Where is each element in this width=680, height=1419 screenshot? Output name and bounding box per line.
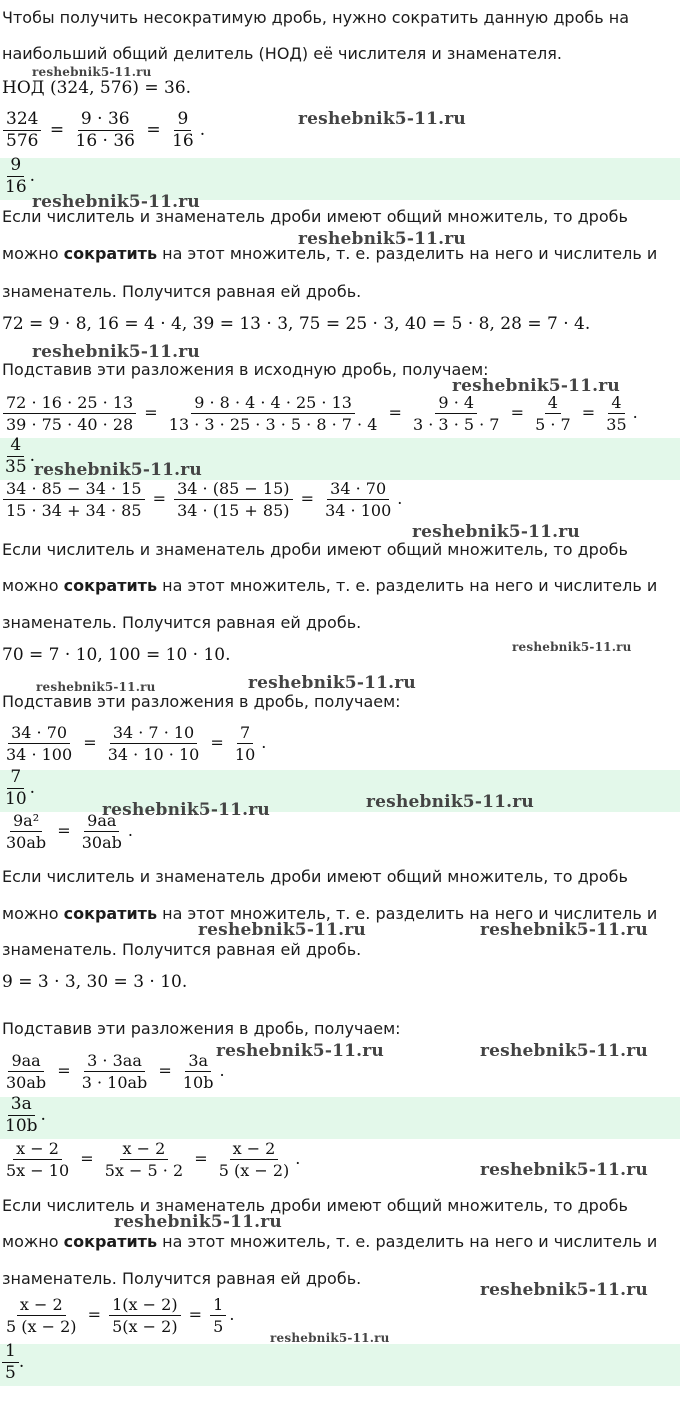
answer-band [0,1097,680,1139]
task2-answer: $\frac{4}{35}$ . [5,435,36,477]
watermark: reshebnik5-11.ru [114,1212,282,1232]
fraction: $\frac{9}{16}$ [172,109,194,151]
rule-line-3: знаменатель. Получится равная ей дробь. [2,940,362,959]
task5-equation: $\frac{x - 2}{5x - 10}$ = $\frac{x - 2}{5x - 5 \cdot 2}$ = $\frac{x - 2}{5 (x - 2)}$ . [6,1139,301,1180]
watermark: reshebnik5-11.ru [298,109,466,129]
rule-line-3: знаменатель. Получится равная ей дробь. [2,282,362,301]
subst-line: Подставив эти разложения в дробь, получаем: [2,692,401,711]
watermark: reshebnik5-11.ru [32,342,200,362]
subst-line: Подставив эти разложения в дробь, получаем: [2,1019,401,1038]
rule-line-3: знаменатель. Получится равная ей дробь. [2,613,362,632]
watermark: reshebnik5-11.ru [412,522,580,542]
rule-line-2: можно сократить на этот множитель, т. е. разделить на него и числитель и [2,1232,658,1251]
fraction: $\frac{9 \cdot 36}{16 \cdot 36}$ [75,109,135,151]
watermark: reshebnik5-11.ru [298,229,466,249]
watermark: reshebnik5-11.ru [512,640,632,654]
task4-reduction: $\frac{9aa}{30ab}$ = $\frac{3 \cdot 3aa}{3 \cdot 10ab}$ = $\frac{3a}{10b}$ . [6,1051,225,1092]
watermark: reshebnik5-11.ru [366,792,534,812]
rule-line-2: можно сократить на этот множитель, т. е. разделить на него и числитель и [2,904,658,923]
watermark: reshebnik5-11.ru [34,460,202,480]
task3-equation: $\frac{34 \cdot 85 - 34 \cdot 15}{15 \cdot 34 + 34 \cdot 85}$ = $\frac{34 \cdot (85 - 15)}{34 \cdot (15 + 85)}$ = $\frac{34 \cdot 70}{34 \cdot 100}$ . [0,478,402,521]
rule-line-1: Если числитель и знаменатель дроби имеют общий множитель, то дробь [2,540,628,559]
task3-factors: 70 = 7 · 10, 100 = 10 · 10. [2,645,231,665]
watermark: reshebnik5-11.ru [480,1041,648,1061]
answer-band [0,1344,680,1386]
fraction: $\frac{324}{576}$ [3,109,41,152]
task4-equation: $\frac{\text{9a²}}{30ab}$ = $\frac{9aa}{30ab}$ . [6,811,133,852]
task5-reduction: $\frac{x - 2}{5 (x - 2)}$ = $\frac{1(x - 2)}{5(x - 2)}$ = $\frac{1}{5}$ . [6,1295,235,1336]
watermark: reshebnik5-11.ru [480,920,648,940]
watermark: reshebnik5-11.ru [452,376,620,396]
rule-line-1: Если числитель и знаменатель дроби имеют общий множитель, то дробь [2,867,628,886]
watermark: reshebnik5-11.ru [32,65,152,79]
rule-line-1: Если числитель и знаменатель дроби имеют общий множитель, то дробь [2,1196,628,1215]
rule-line-3: знаменатель. Получится равная ей дробь. [2,1269,362,1288]
watermark: reshebnik5-11.ru [32,192,200,212]
task5-answer: $\frac{1}{5}$ . [2,1341,24,1384]
watermark: reshebnik5-11.ru [36,680,156,694]
intro-line-1: Чтобы получить несократимую дробь, нужно сократить данную дробь на [2,8,630,27]
watermark: reshebnik5-11.ru [480,1280,648,1300]
task4-factors: 9 = 3 · 3, 30 = 3 · 10. [2,972,188,992]
watermark: reshebnik5-11.ru [480,1160,648,1180]
watermark: reshebnik5-11.ru [102,800,270,820]
intro-line-2: наибольший общий делитель (НОД) её числителя и знаменателя. [2,44,562,63]
gcd-line: НОД (324, 576) = 36. [2,78,192,98]
rule-line-2: можно сократить на этот множитель, т. е. разделить на него и числитель и [2,244,658,263]
watermark: reshebnik5-11.ru [216,1041,384,1061]
task2-factors: 72 = 9 · 8, 16 = 4 · 4, 39 = 13 · 3, 75 = 25 · 3, 40 = 5 · 8, 28 = 7 · 4. [2,314,591,334]
task1-equation: $\frac{324}{576}$ = $\frac{9 \cdot 36}{16 \cdot 36}$ = $\frac{9}{16}$ . [0,109,205,152]
subst-line: Подставив эти разложения в исходную дробь, получаем: [2,360,489,379]
watermark: reshebnik5-11.ru [270,1331,390,1345]
task4-answer: $\frac{3a}{10b}$ . [5,1094,46,1136]
task1-answer: $\frac{9}{16}$ . [5,155,36,197]
task2-equation: $\frac{72 \cdot 16 \cdot 25 \cdot 13}{39 \cdot 75 \cdot 40 \cdot 28}$ = $\frac{9 \cdot 8 \cdot 4 \cdot 4 \cdot 25 \cdot 13}{13 \cdot 3 \cdot 25 \cdot 3 \cdot 5 \cdot 8 \cdot 7 \cdot 4}$ = $\frac{9 \cdot 4}{3 \cdot 3 \cdot 5 \cdot 7}$ = $\frac{4}{5 \cdot 7}$ = $\frac{4}{35}$ . [0,392,638,435]
task3-answer: $\frac{7}{10}$ . [5,767,36,809]
task3-reduction: $\frac{34 \cdot 70}{34 \cdot 100}$ = $\frac{34 \cdot 7 \cdot 10}{34 \cdot 10 \cdot 10}$ = $\frac{7}{10}$ . [6,723,267,764]
rule-line-1: Если числитель и знаменатель дроби имеют общий множитель, то дробь [2,207,628,226]
watermark: reshebnik5-11.ru [198,920,366,940]
rule-line-2: можно сократить на этот множитель, т. е. разделить на него и числитель и [2,576,658,595]
watermark: reshebnik5-11.ru [248,673,416,693]
